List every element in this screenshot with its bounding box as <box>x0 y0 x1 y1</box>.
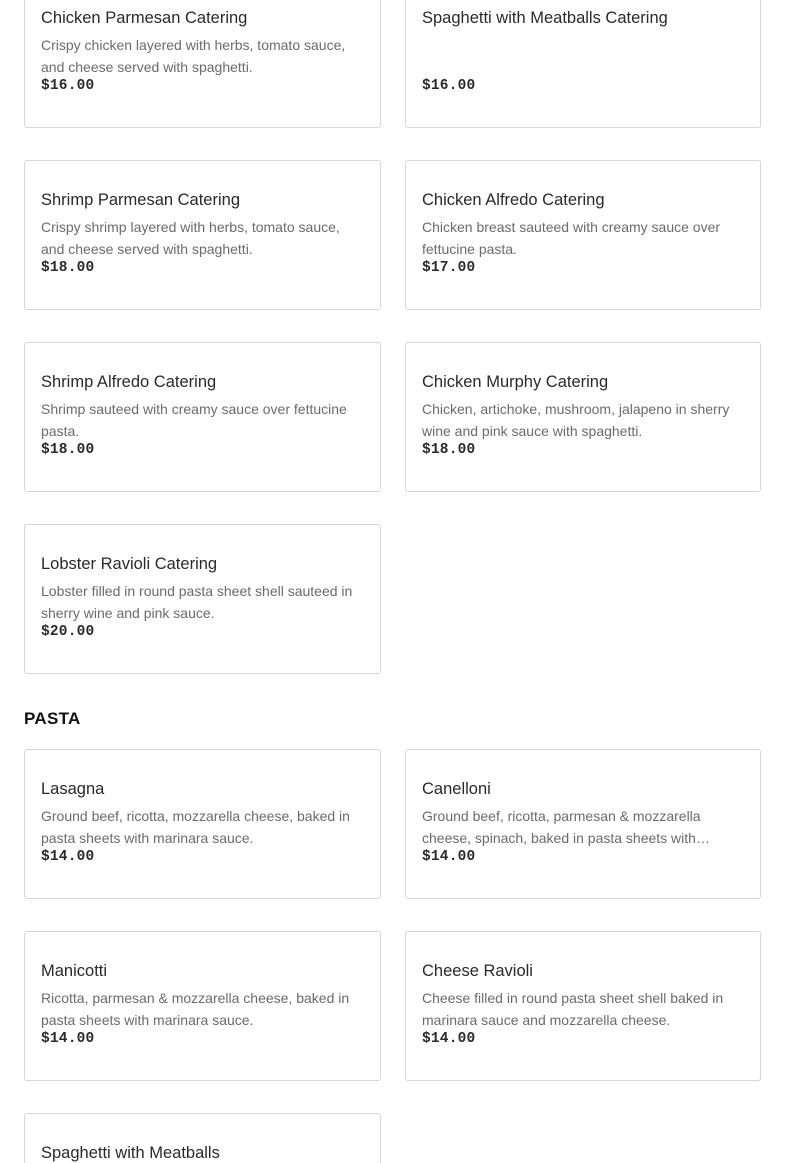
menu-item-price: $14.00 <box>422 849 476 865</box>
menu-item-price: $14.00 <box>41 849 95 865</box>
menu-item-card[interactable] <box>405 160 761 310</box>
menu-item-description: Ground beef, ricotta, parmesan & mozzarella cheese, spinach, baked in pasta sheets with… <box>422 808 710 846</box>
menu-item-description: Crispy shrimp layered with herbs, tomato sauce, and cheese served with spaghetti. <box>41 219 340 257</box>
menu-item-title: Lasagna <box>41 780 105 798</box>
menu-item-title: Chicken Alfredo Catering <box>422 191 605 209</box>
menu-item-price: $18.00 <box>422 442 476 458</box>
menu-item-price: $20.00 <box>41 624 95 640</box>
menu-item-card[interactable] <box>24 749 381 899</box>
menu-item-price: $16.00 <box>422 78 476 94</box>
menu-item-card[interactable] <box>405 0 761 128</box>
menu-item-title: Spaghetti with Meatballs Catering <box>422 9 668 27</box>
pasta-items-grid <box>24 749 761 1163</box>
menu-item-card[interactable] <box>24 931 381 1081</box>
menu-item-card[interactable] <box>405 342 761 492</box>
menu-item-description: Cheese filled in round pasta sheet shell baked in marinara sauce and mozzarella cheese. <box>422 990 724 1028</box>
menu-item-title: Manicotti <box>41 962 108 980</box>
menu-item-description: Ground beef, ricotta, mozzarella cheese, baked in pasta sheets with marinara sauce. <box>41 808 350 846</box>
menu-item-price: $16.00 <box>41 78 95 94</box>
menu-item-description <box>422 34 744 78</box>
menu-item-description: Shrimp sauteed with creamy sauce over fettucine pasta. <box>41 401 347 439</box>
section-title-pasta: PASTA <box>24 709 81 728</box>
catering-items-grid <box>24 0 761 674</box>
menu-item-title: Chicken Murphy Catering <box>422 373 609 391</box>
menu-item-title: Cheese Ravioli <box>422 962 533 980</box>
menu-item-card[interactable] <box>405 931 761 1081</box>
menu-item-card[interactable] <box>24 524 381 674</box>
menu-item-card[interactable] <box>405 749 761 899</box>
menu-item-price: $18.00 <box>41 260 95 276</box>
menu-item-price: $14.00 <box>41 1031 95 1047</box>
menu-item-title: Canelloni <box>422 780 491 798</box>
menu-item-title: Lobster Ravioli Catering <box>41 555 218 573</box>
menu-item-description: Ricotta, parmesan & mozzarella cheese, baked in pasta sheets with marinara sauce. <box>41 990 350 1028</box>
menu-item-description: Lobster filled in round pasta sheet shell sauteed in sherry wine and pink sauce. <box>41 583 353 621</box>
menu-item-description: Chicken, artichoke, mushroom, jalapeno in sherry wine and pink sauce with spaghetti. <box>422 401 730 439</box>
menu-item-title: Chicken Parmesan Catering <box>41 9 248 27</box>
menu-item-card[interactable] <box>24 1113 381 1163</box>
menu-item-card[interactable] <box>24 0 381 128</box>
menu-item-description: Crispy chicken layered with herbs, tomato sauce, and cheese served with spaghetti. <box>41 37 346 75</box>
menu-item-title: Shrimp Alfredo Catering <box>41 373 217 391</box>
menu-item-price: $14.00 <box>422 1031 476 1047</box>
menu-item-title: Shrimp Parmesan Catering <box>41 191 240 209</box>
menu-item-title: Spaghetti with Meatballs <box>41 1144 220 1162</box>
menu-item-card[interactable] <box>24 160 381 310</box>
menu-item-price: $17.00 <box>422 260 476 276</box>
menu-item-description: Chicken breast sauteed with creamy sauce over fettucine pasta. <box>422 219 721 257</box>
menu-item-card[interactable] <box>24 342 381 492</box>
menu-item-price: $18.00 <box>41 442 95 458</box>
